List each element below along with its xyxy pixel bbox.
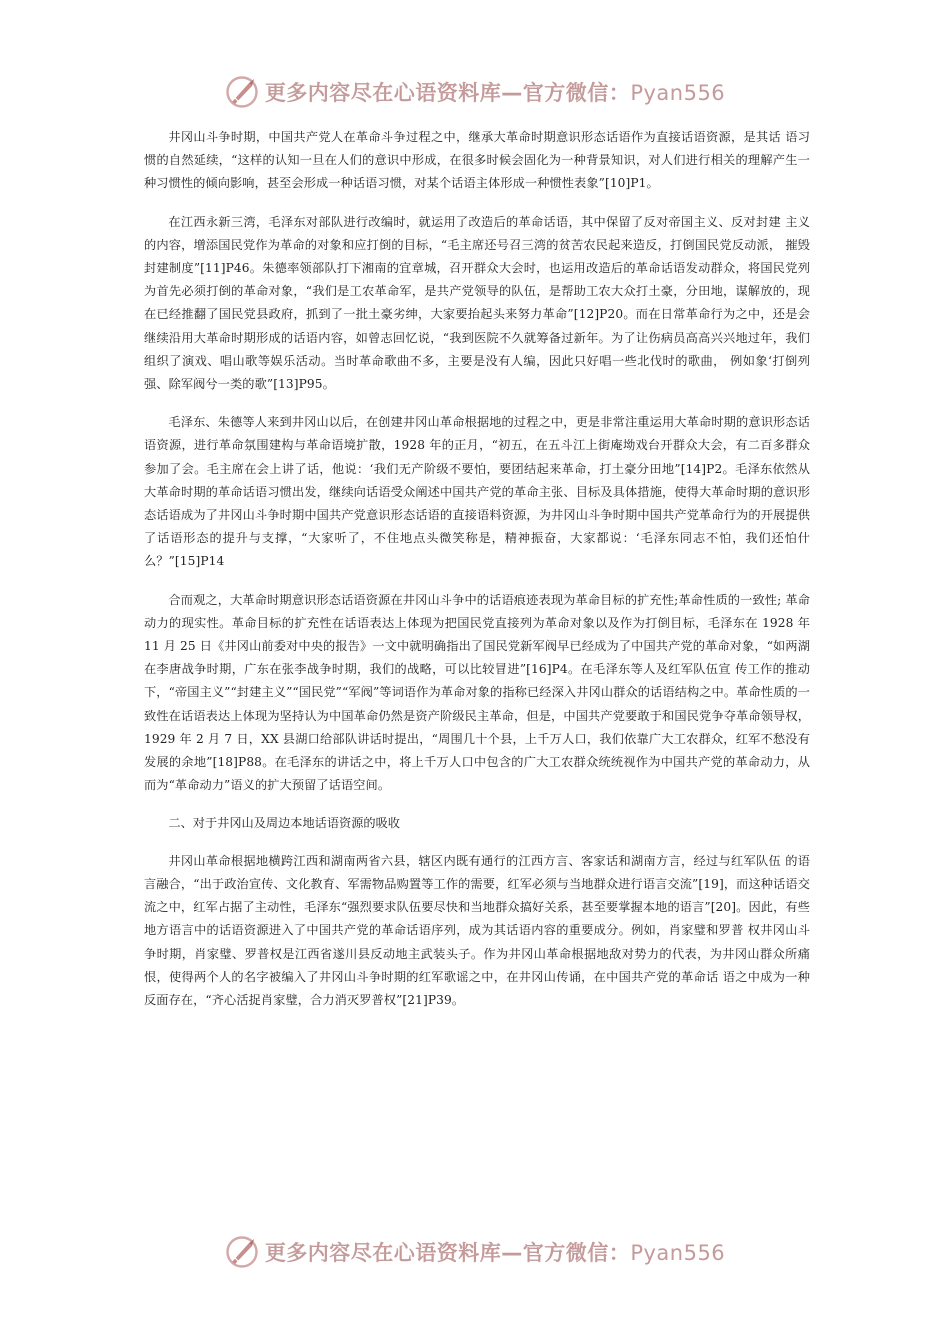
watermark-text: 更多内容尽在心语资料库—官方微信：Pyan556 bbox=[264, 1241, 726, 1265]
section-heading: 二、对于井冈山及周边本地话语资源的吸收 bbox=[168, 816, 400, 831]
watermark-banner-top bbox=[0, 72, 950, 112]
document-body bbox=[144, 126, 810, 1027]
wechat-id: Pyan556 bbox=[630, 81, 726, 105]
watermark-banner-bottom bbox=[0, 1232, 950, 1272]
paragraph-3: 毛泽东、朱德等人来到井冈山以后，在创建井冈山革命根据地的过程之中，更是非常注重运用大革命时期的意识形态话语资源，进行革命氛围建构与革命语境扩散，1928 年的正月，“初五，在五斗江上街庵坳戏台开群众大会，有二百多群众参加了会。毛主席在会上讲了话，他说：‘我们无产阶级不要怕，要团结起来革命，打土豪分田地”[14]P2。毛泽东依然从大革命时期的革命话语习惯出发，继续向话语受众阐述中国共产党的革命主张、目标及具体措施，使得大革命时期的意识形态话语成为了井冈山斗争时期中国共产党意识形态话语的直接语料资源，为井冈山斗争时期中国共产党革命行为的开展提供了话语形态的提升与支撑，“大家听了，不住地点头微笑称是，精神振奋，大家都说：‘毛泽东同志不怕，我们还怕什么？”[15]P14 bbox=[144, 415, 810, 569]
watermark-text: 更多内容尽在心语资料库—官方微信：Pyan556 bbox=[264, 81, 726, 105]
paragraph-2: 在江西永新三湾，毛泽东对部队进行改编时，就运用了改造后的革命话语，其中保留了反对帝国主义、反对封建 主义的内容，增添国民党作为革命的对象和应打倒的目标，“毛主席还号召三湾的贫苦农民起来造反，打倒国民党反动派， 摧毁封建制度”[11]P46。朱德率领部队打下湘南的宜章城，召开群众大会时，也运用改造后的革命话语发动群众，将国民党列为首先必须打倒的革命对象，“我们是工农革命军，是共产党领导的队伍，是帮助工农大众打土豪，分田地，谋解放的，现在已经推翻了国民党县政府，抓到了一批土豪劣绅，大家要抬起头来努力革命”[12]P20。而在日常革命行为之中，还是会继续沿用大革命时期形成的话语内容，如曾志回忆说，“我到医院不久就筹备过新年。为了让伤病员高高兴兴地过年，我们组织了演戏、唱山歌等娱乐活动。当时革命歌曲不多，主要是没有人编，因此只好唱一些北伐时的歌曲， 例如象‘打倒列强、除军阀兮一类的歌”[13]P95。 bbox=[144, 214, 810, 392]
paragraph-1: 井冈山斗争时期，中国共产党人在革命斗争过程之中，继承大革命时期意识形态话语作为直接话语资源，是其话 语习惯的自然延续，“这样的认知一旦在人们的意识中形成，在很多时候会固化为一种背景知识，对人们进行相关的理解产生一种习惯性的倾向影响，甚至会形成一种话语习惯，对某个话语主体形成一种惯性表象”[10]P1。 bbox=[144, 130, 810, 191]
wechat-id: Pyan556 bbox=[630, 1241, 726, 1265]
quill-logo-icon bbox=[225, 1235, 259, 1269]
quill-logo-icon bbox=[225, 75, 259, 109]
paragraph-5: 井冈山革命根据地横跨江西和湖南两省六县，辖区内既有通行的江西方言、客家话和湖南方言，经过与红军队伍 的语言融合，“出于政治宣传、文化教育、军需物品购置等工作的需要，红军必须与当地群众进行语言交流”[19]，而这种话语交流之中，红军占据了主动性，毛泽东“强烈要求队伍要尽快和当地群众搞好关系，甚至要掌握本地的语言”[20]。因此，有些地方语言中的话语资源进入了中国共产党的革命话语序列，成为其话语内容的重要成分。例如，肖家璧和罗普 权井冈山斗争时期，肖家璧、罗普权是江西省遂川县反动地主武装头子。作为井冈山革命根据地敌对势力的代表，为井冈山群众所痛恨，使得两个人的名字被编入了井冈山斗争时期的红军歌谣之中，在井冈山传诵，在中国共产党的革命话 语之中成为一种反面存在，“齐心活捉肖家璧，合力消灭罗普权”[21]P39。 bbox=[144, 853, 810, 1007]
paragraph-4: 合而观之，大革命时期意识形态话语资源在井冈山斗争中的话语痕迹表现为革命目标的扩充性;革命性质的一致性; 革命动力的现实性。革命目标的扩充性在话语表达上体现为把国民党直接列为革命对象以及作为打倒目标，毛泽东在 1928 年11 月 25 日《井冈山前委对中央的报告》一文中就明确指出了国民党新军阀早已经成为了中国共产党的革命对象，“如两湖在李唐战争时期，广东在张李战争时期，我们的战略，可以比较冒进”[16]P4。在毛泽东等人及红军队伍宣 传工作的推动下，“帝国主义”“封建主义”“国民党”“军阀”等词语作为革命对象的指称已经深入井冈山群众的话语结构之中。革命性质的一致性在话语表达上体现为坚持认为中国革命仍然是资产阶级民主革命，但是，中国共产党要敢于和国民党争夺革命领导权，1929 年 2 月 7 日，XX 县湖口给部队讲话时提出，“周围几十个县，上千万人口，我们依靠广大工农群众，红军不愁没有发展的余地”[18]P88。在毛泽东的讲话之中，将上千万人口中包含的广大工农群众统统视作为中国共产党的革命动力，从而为“革命动力”语义的扩大预留了话语空间。 bbox=[144, 592, 810, 793]
